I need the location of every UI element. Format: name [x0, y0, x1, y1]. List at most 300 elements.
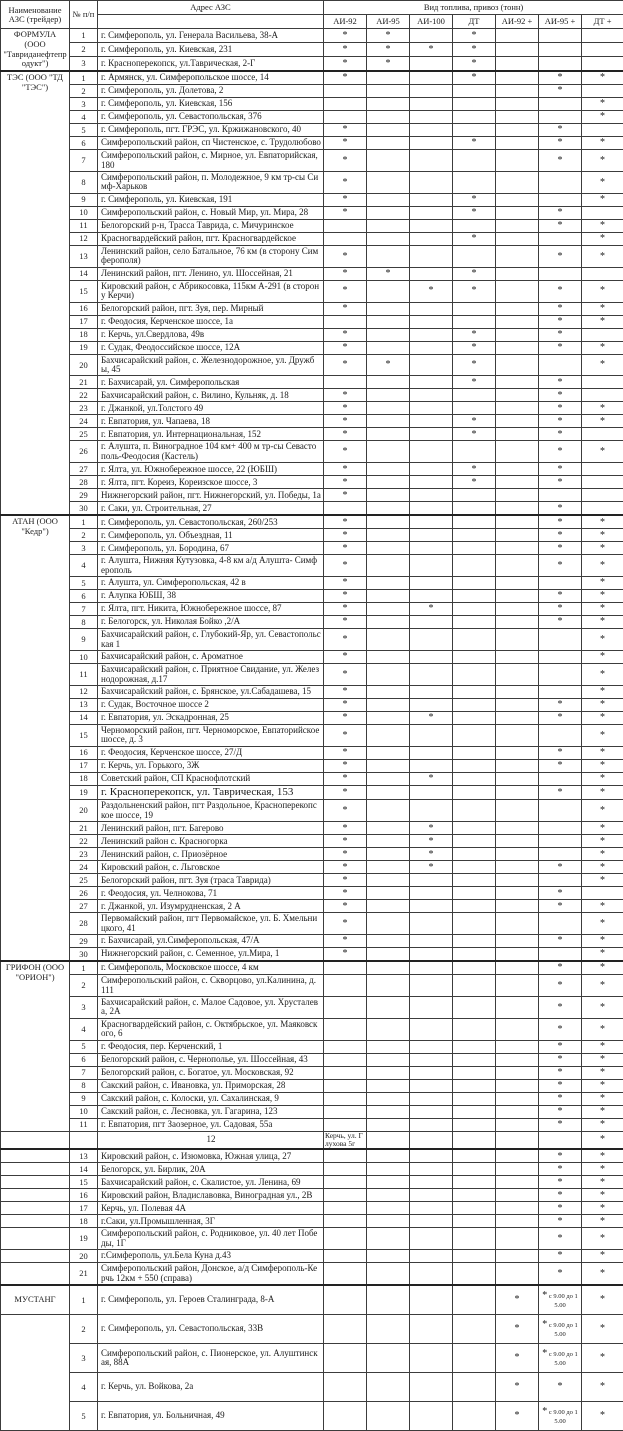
availability-star: * — [558, 590, 563, 601]
fuel-cell-ai92 — [324, 441, 367, 463]
availability-star: * — [558, 416, 563, 427]
fuel-cell-ai92 — [324, 785, 367, 800]
fuel-cell-ai95plus — [539, 746, 582, 759]
row-number-cell: 28 — [70, 913, 98, 935]
fuel-cell-ai95 — [367, 389, 410, 402]
availability-star: * — [600, 634, 605, 645]
fuel-cell-dtplus — [582, 150, 623, 172]
address-cell: г. Симферополь, ул. Генерала Васильева, 38-А — [98, 29, 324, 43]
fuel-cell-dtplus — [582, 555, 623, 577]
availability-star: * — [600, 1323, 605, 1334]
availability-star: * — [600, 901, 605, 912]
fuel-cell-ai95plus — [539, 996, 582, 1018]
fuel-cell-ai95 — [367, 1372, 410, 1401]
address-cell: г. Евпатория, ул. Больничная, 49 — [98, 1401, 324, 1430]
fuel-cell-ai92plus — [496, 389, 539, 402]
fuel-cell-ai92plus — [496, 502, 539, 516]
fuel-cell-ai92plus — [496, 1189, 539, 1202]
fuel-cell-ai95plus — [539, 1131, 582, 1149]
fuel-cell-ai95 — [367, 415, 410, 428]
row-number-cell: 10 — [70, 651, 98, 664]
fuel-cell-ai100 — [410, 1079, 453, 1092]
table-row — [1, 887, 623, 900]
fuel-cell-dt — [453, 376, 496, 389]
header-fuel-ai100: АИ-100 — [410, 15, 453, 29]
availability-star: * — [558, 477, 563, 488]
fuel-cell-ai100 — [410, 57, 453, 72]
availability-star: * — [343, 686, 348, 697]
fuel-cell-ai100 — [410, 961, 453, 975]
table-row — [1, 137, 623, 150]
fuel-cell-dt — [453, 463, 496, 476]
table-row — [1, 616, 623, 629]
fuel-cell-dtplus — [582, 724, 623, 746]
address-cell: г. Симферополь, ул. Киевская, 156 — [98, 98, 324, 111]
availability-star: * — [343, 543, 348, 554]
trader-cell — [1, 1215, 70, 1228]
fuel-cell-ai100 — [410, 29, 453, 43]
fuel-cell-ai100 — [410, 590, 453, 603]
trader-cell — [1, 1202, 70, 1215]
fuel-cell-ai95plus — [539, 502, 582, 516]
fuel-cell-ai95 — [367, 124, 410, 137]
fuel-cell-ai95 — [367, 1228, 410, 1250]
fuel-cell-dt — [453, 389, 496, 402]
availability-star: * — [343, 577, 348, 588]
fuel-cell-ai95 — [367, 577, 410, 590]
fuel-cell-dtplus — [582, 354, 623, 376]
fuel-cell-ai95plus — [539, 150, 582, 172]
fuel-cell-ai92plus — [496, 961, 539, 975]
fuel-cell-ai95 — [367, 948, 410, 962]
fuel-cell-ai92plus — [496, 415, 539, 428]
availability-star: * — [600, 875, 605, 886]
fuel-cell-ai95plus — [539, 341, 582, 354]
availability-star: * — [472, 233, 477, 244]
fuel-cell-ai92plus — [496, 685, 539, 698]
table-row — [1, 111, 623, 124]
table-header — [1, 1, 623, 29]
fuel-cell-dtplus — [582, 590, 623, 603]
fuel-cell-ai92plus — [496, 1343, 539, 1372]
fuel-cell-ai92plus — [496, 441, 539, 463]
fuel-cell-ai95 — [367, 206, 410, 219]
fuel-cell-ai95 — [367, 555, 410, 577]
fuel-cell-ai92 — [324, 428, 367, 441]
fuel-cell-dt — [453, 603, 496, 616]
fuel-cell-ai92 — [324, 874, 367, 887]
fuel-cell-ai95 — [367, 785, 410, 800]
fuel-cell-ai100 — [410, 441, 453, 463]
fuel-cell-ai100 — [410, 629, 453, 651]
fuel-cell-ai92plus — [496, 1215, 539, 1228]
table-row — [1, 232, 623, 245]
fuel-cell-dt — [453, 913, 496, 935]
address-cell: Белогорский район, пгт. Зуя (траса Таврида) — [98, 874, 324, 887]
availability-star: * — [600, 359, 605, 370]
address-cell: г. Керчь, ул. Горького, 3Ж — [98, 759, 324, 772]
fuel-cell-ai92plus — [496, 463, 539, 476]
address-cell: Черноморский район, пгт. Черноморское, Евпаторийское шоссе, д. 3 — [98, 724, 324, 746]
table-row — [1, 685, 623, 698]
fuel-cell-ai95 — [367, 1131, 410, 1149]
address-cell: Кировский район, с. Льговское — [98, 861, 324, 874]
row-number-cell: 10 — [70, 1105, 98, 1118]
fuel-cell-ai92 — [324, 861, 367, 874]
fuel-cell-ai92 — [324, 280, 367, 302]
row-number-cell: 14 — [70, 267, 98, 280]
availability-star: * — [600, 1080, 605, 1091]
fuel-cell-ai100 — [410, 603, 453, 616]
fuel-cell-dtplus — [582, 245, 623, 267]
fuel-cell-dtplus — [582, 171, 623, 193]
fuel-cell-ai100 — [410, 1202, 453, 1215]
fuel-cell-ai92plus — [496, 861, 539, 874]
fuel-cell-dtplus — [582, 1079, 623, 1092]
fuel-cell-dtplus — [582, 57, 623, 72]
fuel-cell-ai92 — [324, 193, 367, 206]
table-row — [1, 1401, 623, 1430]
fuel-cell-ai100 — [410, 975, 453, 997]
table-row — [1, 975, 623, 997]
availability-star: * — [515, 1352, 520, 1363]
fuel-cell-dt — [453, 822, 496, 835]
fuel-cell-ai92 — [324, 150, 367, 172]
fuel-cell-ai95 — [367, 822, 410, 835]
row-number-cell: 23 — [70, 848, 98, 861]
fuel-cell-dt — [453, 137, 496, 150]
availability-star: * — [558, 1067, 563, 1078]
address-cell: г. Алушта, п. Виноградное 104 км+ 400 м тр-сы Севастополь-Феодосия (Кастель) — [98, 441, 324, 463]
fuel-cell-dt — [453, 280, 496, 302]
availability-star: * — [558, 560, 563, 571]
fuel-cell-dtplus — [582, 542, 623, 555]
fuel-cell-ai95 — [367, 98, 410, 111]
fuel-cell-dt — [453, 1149, 496, 1163]
fuel-cell-ai92 — [324, 698, 367, 711]
fuel-cell-ai95 — [367, 150, 410, 172]
fuel-cell-ai92plus — [496, 43, 539, 57]
availability-star: * — [558, 1106, 563, 1117]
availability-star: * — [600, 155, 605, 166]
availability-star: * — [558, 1203, 563, 1214]
row-number-cell: 13 — [70, 1149, 98, 1163]
fuel-cell-ai95 — [367, 441, 410, 463]
fuel-cell-dtplus — [582, 29, 623, 43]
row-number-cell: 25 — [70, 874, 98, 887]
fuel-cell-ai100 — [410, 402, 453, 415]
fuel-cell-ai92plus — [496, 542, 539, 555]
fuel-cell-ai95 — [367, 590, 410, 603]
availability-star: * — [515, 1381, 520, 1392]
fuel-cell-dtplus — [582, 961, 623, 975]
availability-star: * — [600, 760, 605, 771]
availability-star: * — [558, 446, 563, 457]
address-cell: г. Алушта, ул. Симферопольская, 42 в — [98, 577, 324, 590]
availability-star: * — [558, 220, 563, 231]
fuel-cell-ai92 — [324, 302, 367, 315]
row-number-cell: 8 — [70, 1079, 98, 1092]
trader-cell — [1, 1149, 70, 1163]
table-row — [1, 651, 623, 664]
fuel-cell-ai100 — [410, 124, 453, 137]
fuel-cell-ai95plus — [539, 616, 582, 629]
fuel-cell-dtplus — [582, 651, 623, 664]
fuel-cell-ai92plus — [496, 1202, 539, 1215]
availability-star: * — [343, 390, 348, 401]
fuel-cell-dtplus — [582, 616, 623, 629]
address-cell: Керчь, ул. Полевая 4А — [98, 1202, 324, 1215]
fuel-cell-ai100 — [410, 577, 453, 590]
address-cell: г. Керчь, ул.Свердлова, 49в — [98, 328, 324, 341]
table-row — [1, 463, 623, 476]
fuel-cell-ai95plus — [539, 1163, 582, 1176]
trader-cell: ГРИФОН (ООО "ОРИОН") — [1, 961, 70, 1131]
fuel-cell-dt — [453, 415, 496, 428]
header-address: Адрес АЗС — [98, 1, 324, 15]
fuel-cell-dt — [453, 1176, 496, 1189]
fuel-cell-ai95 — [367, 402, 410, 415]
fuel-cell-ai95plus — [539, 441, 582, 463]
address-cell: г. Красноперекопск, ул.Таврическая, 2-Г — [98, 57, 324, 72]
fuel-cell-ai92 — [324, 555, 367, 577]
fuel-cell-dt — [453, 848, 496, 861]
fuel-cell-dt — [453, 1250, 496, 1263]
fuel-cell-dt — [453, 1040, 496, 1053]
fuel-cell-dt — [453, 577, 496, 590]
fuel-cell-ai95plus — [539, 1118, 582, 1131]
row-number-cell: 4 — [70, 555, 98, 577]
row-number-cell: 18 — [70, 772, 98, 785]
fuel-cell-ai95plus — [539, 603, 582, 616]
fuel-cell-ai92 — [324, 651, 367, 664]
row-number-cell: 17 — [70, 1202, 98, 1215]
fuel-cell-dt — [453, 302, 496, 315]
fuel-cell-ai92 — [324, 1149, 367, 1163]
fuel-cell-ai92plus — [496, 724, 539, 746]
fuel-cell-ai95plus — [539, 848, 582, 861]
fuel-cell-ai92plus — [496, 219, 539, 232]
fuel-cell-dtplus — [582, 111, 623, 124]
address-cell: г. Симферополь, ул. Севастопольская, 260/253 — [98, 515, 324, 529]
fuel-cell-dtplus — [582, 664, 623, 686]
availability-star: * — [343, 651, 348, 662]
fuel-cell-ai95plus — [539, 651, 582, 664]
fuel-cell-dt — [453, 171, 496, 193]
fuel-cell-ai92plus — [496, 1131, 539, 1149]
address-cell: Сакский район, с. Лесновка, ул. Гагарина, 123 — [98, 1105, 324, 1118]
availability-star: * — [600, 194, 605, 205]
availability-star: * — [558, 935, 563, 946]
fuel-cell-dt — [453, 1372, 496, 1401]
fuel-cell-ai95plus — [539, 1079, 582, 1092]
table-row — [1, 848, 623, 861]
trader-cell — [1, 1163, 70, 1176]
fuel-cell-ai95plus — [539, 577, 582, 590]
fuel-cell-dt — [453, 724, 496, 746]
fuel-cell-ai92plus — [496, 759, 539, 772]
fuel-cell-ai95plus — [539, 1343, 582, 1372]
fuel-cell-ai95 — [367, 616, 410, 629]
fuel-cell-ai95 — [367, 245, 410, 267]
fuel-cell-dtplus — [582, 315, 623, 328]
address-cell: г. Феодосия, ул. Челнокова, 71 — [98, 887, 324, 900]
fuel-cell-ai95 — [367, 1250, 410, 1263]
fuel-cell-ai100 — [410, 772, 453, 785]
availability-star: * — [600, 1294, 605, 1305]
fuel-cell-ai100 — [410, 1118, 453, 1131]
fuel-cell-ai95plus — [539, 1018, 582, 1040]
fuel-cell-ai95plus — [539, 29, 582, 43]
address-cell: Бахчисарайский район, с. Железнодорожное, ул. Дружбы, 45 — [98, 354, 324, 376]
table-row — [1, 772, 623, 785]
fuel-cell-dt — [453, 900, 496, 913]
fuel-cell-ai95 — [367, 529, 410, 542]
row-number-cell: 14 — [70, 711, 98, 724]
availability-star: * — [600, 1216, 605, 1227]
availability-star: * — [558, 787, 563, 798]
fuel-cell-ai92 — [324, 685, 367, 698]
fuel-cell-ai95 — [367, 1079, 410, 1092]
fuel-cell-dt — [453, 861, 496, 874]
table-row — [1, 935, 623, 948]
fuel-cell-ai95 — [367, 542, 410, 555]
availability-star: * — [343, 177, 348, 188]
table-row — [1, 302, 623, 315]
availability-star: * — [472, 44, 477, 55]
row-number-cell: 5 — [70, 577, 98, 590]
fuel-cell-ai92 — [324, 402, 367, 415]
header-fuel-ai92plus: АИ-92 + — [496, 15, 539, 29]
availability-star: * — [429, 285, 434, 296]
fuel-cell-dtplus — [582, 476, 623, 489]
fuel-cell-ai92plus — [496, 629, 539, 651]
fuel-cell-dtplus — [582, 1018, 623, 1040]
fuel-cell-ai95 — [367, 935, 410, 948]
fuel-cell-ai92 — [324, 1176, 367, 1189]
address-cell: Белогорский р-н, Трасса Таврида, с. Мичуринское — [98, 219, 324, 232]
fuel-cell-dt — [453, 441, 496, 463]
fuel-time-note: с 9.00 до 15.00 — [547, 1409, 578, 1425]
table-row — [1, 85, 623, 98]
availability-star: * — [386, 359, 391, 370]
header-fuel-ai92: АИ-92 — [324, 15, 367, 29]
fuel-cell-ai95 — [367, 280, 410, 302]
fuel-cell-dt — [453, 1285, 496, 1315]
availability-star: * — [558, 390, 563, 401]
fuel-cell-ai95 — [367, 724, 410, 746]
fuel-cell-ai95plus — [539, 1314, 582, 1343]
fuel-cell-dt — [453, 555, 496, 577]
fuel-cell-dtplus — [582, 124, 623, 137]
availability-star: * — [558, 1024, 563, 1035]
table-row — [1, 489, 623, 502]
trader-cell — [1, 1189, 70, 1202]
fuel-cell-dt — [453, 698, 496, 711]
availability-star: * — [600, 416, 605, 427]
availability-star: * — [558, 1054, 563, 1065]
fuel-cell-ai92plus — [496, 935, 539, 948]
availability-star: * — [343, 124, 348, 135]
address-cell: Ленинский район, село Батальное, 76 км (в сторону Симферополя) — [98, 245, 324, 267]
fuel-cell-dt — [453, 193, 496, 206]
fuel-cell-ai95plus — [539, 975, 582, 997]
availability-star: * — [343, 490, 348, 501]
fuel-cell-dtplus — [582, 861, 623, 874]
fuel-cell-dt — [453, 1066, 496, 1079]
availability-star: * — [600, 699, 605, 710]
fuel-cell-ai100 — [410, 1018, 453, 1040]
fuel-cell-ai95 — [367, 463, 410, 476]
fuel-cell-dt — [453, 315, 496, 328]
fuel-cell-ai95plus — [539, 835, 582, 848]
row-number-cell: 11 — [70, 664, 98, 686]
row-number-cell: 13 — [70, 698, 98, 711]
fuel-cell-dt — [453, 629, 496, 651]
fuel-cell-ai100 — [410, 996, 453, 1018]
availability-star: * — [472, 429, 477, 440]
table-row — [1, 29, 623, 43]
availability-star: * — [600, 935, 605, 946]
availability-star: * — [600, 98, 605, 109]
availability-star: * — [600, 836, 605, 847]
availability-star: * — [600, 1134, 605, 1145]
fuel-cell-ai95plus — [539, 1228, 582, 1250]
address-cell: Симферопольский район, п. Молодежное, 9 км тр-сы Симф-Харьков — [98, 171, 324, 193]
fuel-cell-ai95 — [367, 664, 410, 686]
fuel-cell-ai100 — [410, 502, 453, 516]
availability-star: * — [343, 603, 348, 614]
fuel-time-note: с 9.00 до 15.00 — [547, 1322, 578, 1338]
fuel-cell-ai92plus — [496, 1118, 539, 1131]
fuel-cell-dtplus — [582, 1149, 623, 1163]
fuel-cell-ai95 — [367, 1176, 410, 1189]
fuel-cell-ai95plus — [539, 1401, 582, 1430]
table-row — [1, 1053, 623, 1066]
fuel-cell-ai92 — [324, 341, 367, 354]
fuel-cell-dt — [453, 1343, 496, 1372]
fuel-cell-ai100 — [410, 267, 453, 280]
fuel-cell-dt — [453, 961, 496, 975]
fuel-cell-ai92 — [324, 746, 367, 759]
availability-star: * — [600, 233, 605, 244]
table-row — [1, 577, 623, 590]
fuel-cell-dtplus — [582, 137, 623, 150]
fuel-cell-ai100 — [410, 193, 453, 206]
availability-star: * — [472, 416, 477, 427]
row-number-cell: 10 — [70, 206, 98, 219]
fuel-cell-ai100 — [410, 428, 453, 441]
fuel-cell-dtplus — [582, 1285, 623, 1315]
fuel-cell-ai95 — [367, 685, 410, 698]
fuel-cell-ai95plus — [539, 1285, 582, 1315]
availability-star: * — [558, 251, 563, 262]
address-cell: г. Судак, Восточное шоссе 2 — [98, 698, 324, 711]
fuel-cell-dtplus — [582, 302, 623, 315]
availability-star: * — [472, 194, 477, 205]
fuel-cell-ai95 — [367, 111, 410, 124]
fuel-cell-ai100 — [410, 219, 453, 232]
fuel-cell-ai95plus — [539, 43, 582, 57]
fuel-cell-dt — [453, 29, 496, 43]
fuel-cell-dtplus — [582, 603, 623, 616]
fuel-cell-ai95plus — [539, 698, 582, 711]
fuel-cell-ai92plus — [496, 315, 539, 328]
fuel-cell-ai92 — [324, 328, 367, 341]
fuel-cell-ai92 — [324, 1314, 367, 1343]
address-cell: г. Симферополь, Московское шоссе, 4 км — [98, 961, 324, 975]
fuel-cell-ai95plus — [539, 1149, 582, 1163]
